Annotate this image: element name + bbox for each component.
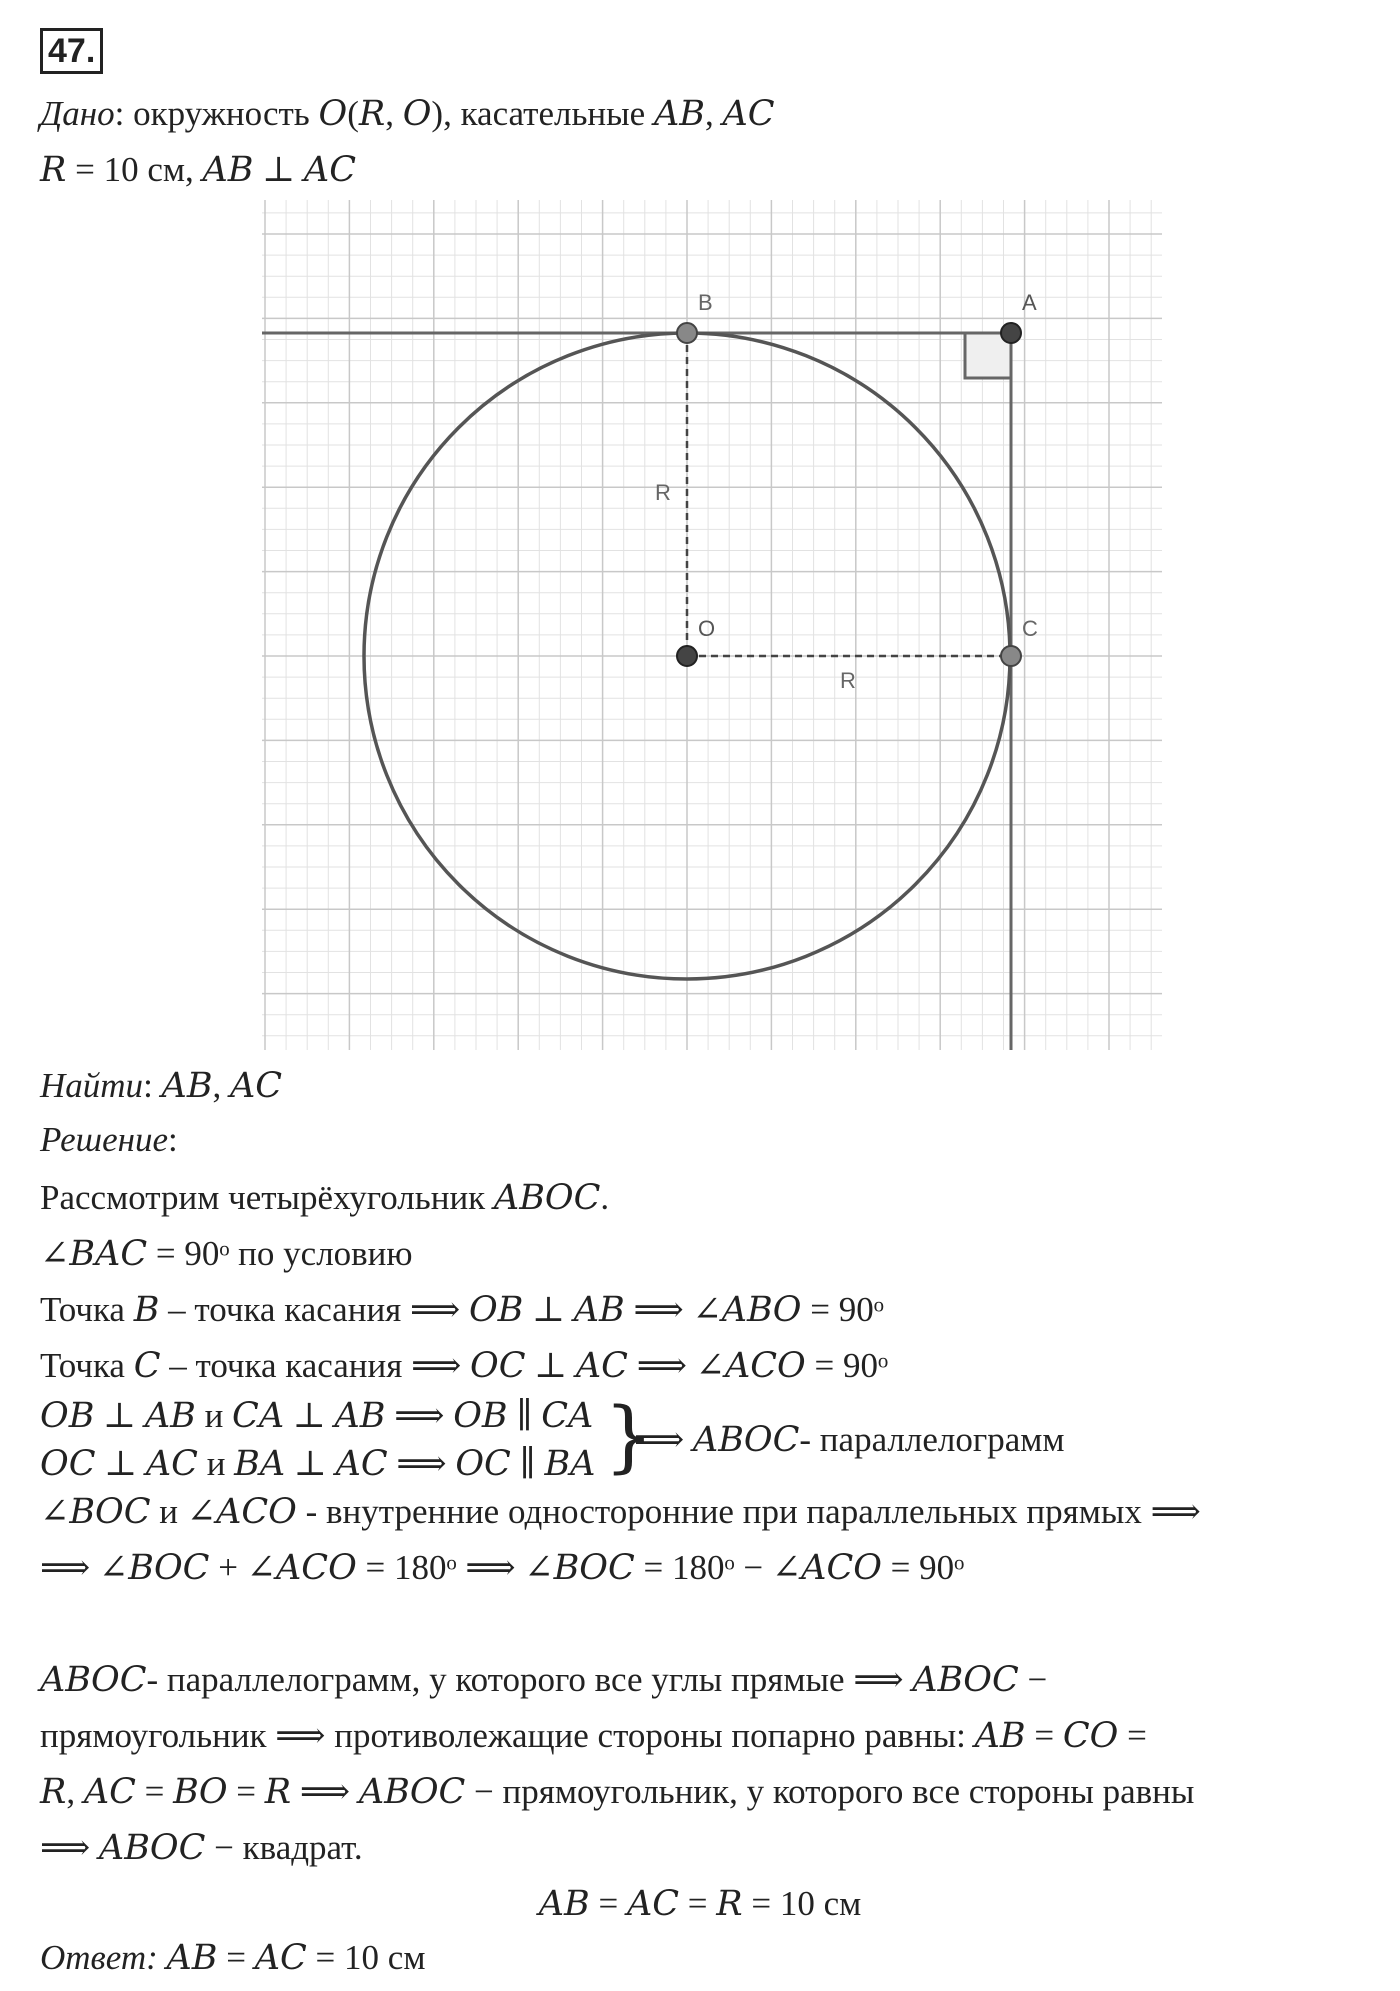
answer-text: 𝐴𝐵 = 𝐴𝐶 = 10 см [157, 1938, 426, 1977]
answer-line [40, 1936, 425, 1980]
solution-label: Решение [40, 1120, 169, 1159]
label-r-horizontal: R [840, 668, 856, 693]
solution-line-2: ∠𝐵𝐴𝐶 = 90ᵒ по условию [40, 1234, 413, 1273]
solution-line-9: 𝐴𝐵𝑂𝐶- параллелограмм, у которого все углы прямые ⟹ 𝐴𝐵𝑂𝐶 − [40, 1660, 1048, 1699]
find-line [40, 1064, 282, 1108]
brace-icon: } [604, 1392, 654, 1482]
brace-result: ⟹ 𝐴𝐵𝑂𝐶- параллелограмм [634, 1420, 1065, 1459]
solution-line-5: 𝑂𝐵 ⊥ 𝐴𝐵 и 𝐶𝐴 ⊥ 𝐴𝐵 ⟹ 𝑂𝐵 ∥ 𝐶𝐴 [40, 1396, 594, 1435]
solution-line-4: Точка 𝐶 – точка касания ⟹ 𝑂𝐶 ⊥ 𝐴𝐶 ⟹ ∠𝐴𝐶𝑂 = 90ᵒ [40, 1346, 889, 1385]
solution-line-8: ⟹ ∠𝐵𝑂𝐶 + ∠𝐴𝐶𝑂 = 180ᵒ ⟹ ∠𝐵𝑂𝐶 = 180ᵒ − ∠𝐴𝐶𝑂 = 90ᵒ [40, 1548, 965, 1587]
geometry-figure [262, 200, 1162, 1050]
answer-label: Ответ: [40, 1938, 158, 1977]
given-line-1 [40, 92, 775, 136]
solution-line-1: Рассмотрим четырёхугольник 𝐴𝐵𝑂𝐶. [40, 1178, 610, 1217]
label-a: A [1022, 290, 1037, 315]
problem-number: 47. [40, 28, 103, 74]
given-text-1: : окружность 𝑂(𝑅, 𝑂), касательные 𝐴𝐵, 𝐴𝐶 [114, 94, 775, 133]
point-c [1001, 646, 1021, 666]
label-c: C [1022, 616, 1038, 641]
point-a [1001, 323, 1021, 343]
solution-line-12: ⟹ 𝐴𝐵𝑂𝐶 − квадрат. [40, 1828, 363, 1867]
solution-line-3: Точка 𝐵 – точка касания ⟹ 𝑂𝐵 ⊥ 𝐴𝐵 ⟹ ∠𝐴𝐵𝑂 = 90ᵒ [40, 1290, 884, 1329]
label-b: B [698, 290, 713, 315]
solution-line-11: 𝑅, 𝐴𝐶 = 𝐵𝑂 = 𝑅 ⟹ 𝐴𝐵𝑂𝐶 − прямоугольник, у которого все стороны равны [40, 1772, 1195, 1811]
given-label: Дано [40, 94, 115, 133]
solution-line-7: ∠𝐵𝑂𝐶 и ∠𝐴𝐶𝑂 - внутренние односторонние при параллельных прямых ⟹ [40, 1492, 1201, 1531]
find-label: Найти [40, 1066, 144, 1105]
solution-line-13: 𝐴𝐵 = 𝐴𝐶 = 𝑅 = 10 см [538, 1884, 862, 1923]
label-o: O [698, 616, 716, 641]
find-text: : 𝐴𝐵, 𝐴𝐶 [143, 1066, 283, 1105]
solution-label-suffix: : [168, 1120, 178, 1159]
label-r-vertical: R [655, 480, 671, 505]
solution-line-6: 𝑂𝐶 ⊥ 𝐴𝐶 и 𝐵𝐴 ⊥ 𝐴𝐶 ⟹ 𝑂𝐶 ∥ 𝐵𝐴 [40, 1444, 596, 1483]
point-o [677, 646, 697, 666]
solution-line-10: прямоугольник ⟹ противолежащие стороны попарно равны: 𝐴𝐵 = 𝐶𝑂 = [40, 1716, 1147, 1755]
given-line-2: 𝑅 = 10 см, 𝐴𝐵 ⊥ 𝐴𝐶 [40, 150, 356, 189]
point-b [677, 323, 697, 343]
solution-heading [40, 1118, 178, 1162]
